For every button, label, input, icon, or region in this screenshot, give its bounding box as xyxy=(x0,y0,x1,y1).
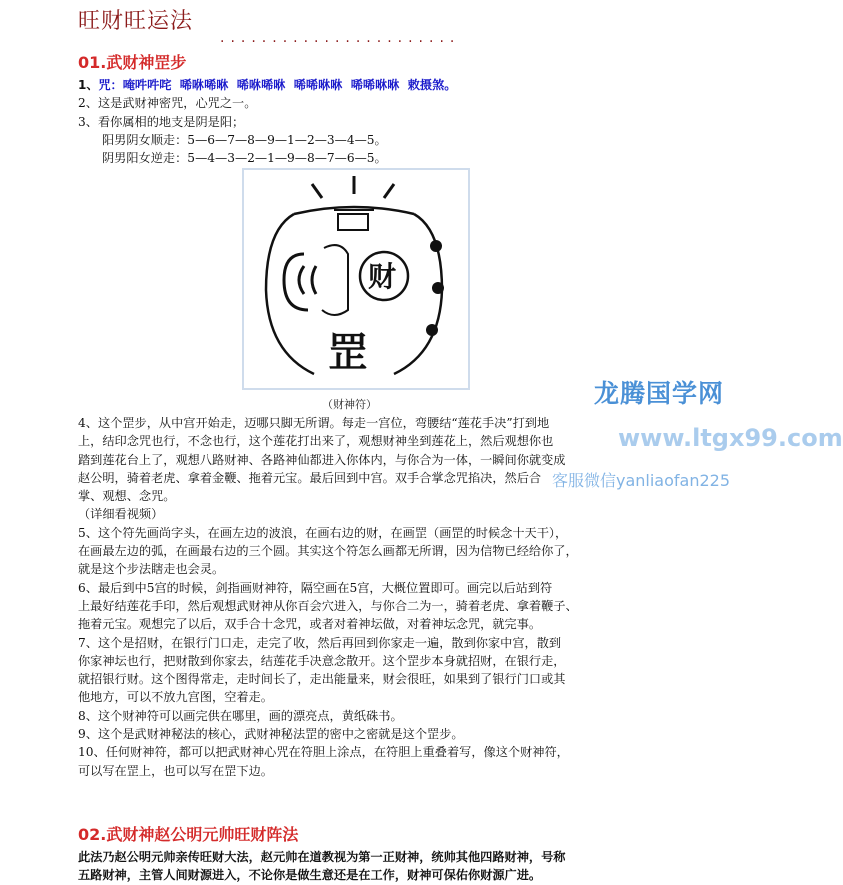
talisman-center-char: 财 xyxy=(368,260,397,293)
page-title: 旺财旺运法 xyxy=(78,9,194,34)
list-item-3a: 阳男阴女顺走：5—6—7—8—9—1—2—3—4—5。 xyxy=(102,132,387,147)
list-item-10-line-2: 可以写在罡上，也可以写在罡下边。 xyxy=(78,763,273,778)
list-item-3: 3、看你属相的地支是阴是阳； xyxy=(78,114,245,129)
mantra-text: 唵吽吽咤 唏咻唏咻 唏咻唏咻 唏唏咻咻 唏唏咻咻 敕摄煞。 xyxy=(122,78,457,92)
list-item-5-line-1: 5、这个符先画尚字头，在画左边的波浪，在画右边的财，在画罡（画罡的时候念十天干）， xyxy=(78,525,568,540)
list-item-4-line-5: 掌、观想、念咒。 xyxy=(78,489,176,504)
list-item-4-line-2: 上，结印念咒也行，不念也行，这个莲花打出来了，观想财神坐到莲花上，然后观想你也 xyxy=(78,434,554,449)
list-item-6-line-2: 上最好结莲花手印，然后观想武财神从你百会穴进入，与你合二为一，骑着老虎、拿着鞭子、 xyxy=(78,598,578,613)
list-item-4-note: （详细看视频） xyxy=(78,507,164,522)
list-item-7-line-3: 就招银行财。这个图得常走，走时间长了，走出能量来，财会很旺，如果到了银行门口或其 xyxy=(78,672,566,687)
list-item-8: 8、这个财神符可以画完供在哪里，画的漂亮点，黄纸硃书。 xyxy=(78,708,403,723)
list-item-6-line-1: 6、最后到中5宫的时候，剑指画财神符，隔空画在5宫，大概位置即可。画完以后站到符 xyxy=(78,580,553,595)
list-item-10-line-1: 10、任何财神符，都可以把武财神心咒在符胆上涂点，在符胆上重叠着写，像这个财神符， xyxy=(78,745,569,760)
section-1-list-top xyxy=(78,76,778,167)
list-item-7-line-4: 他地方，可以不放九宫图，空着走。 xyxy=(78,690,273,705)
list-item-7-line-2: 你家神坛也行，把财散到你家去，结莲花手决意念散开。这个罡步本身就招财，在银行走， xyxy=(78,653,566,668)
list-item-1: 1、咒：唵吽吽咤 唏咻唏咻 唏咻唏咻 唏唏咻咻 唏唏咻咻 敕摄煞。 xyxy=(78,78,457,92)
section-2-intro-line-1: 此法乃赵公明元帅亲传旺财大法，赵元帅在道教视为第一正财神，统帅其他四路财神，号称 xyxy=(78,850,566,864)
list-item-5-line-3: 就是这个步法瞎走也会灵。 xyxy=(78,562,225,577)
section-2-heading: 02.武财神赵公明元帅旺财阵法 xyxy=(78,825,299,844)
list-item-9: 9、这个是武财神秘法的核心，武财神秘法罡的密中之密就是这个罡步。 xyxy=(78,727,464,742)
watermark-wechat: 客服微信yanliaofan225 xyxy=(552,471,731,490)
list-item-3b: 阴男阳女逆走：5—4—3—2—1—9—8—7—6—5。 xyxy=(102,151,387,166)
list-item-6-line-3: 拖着元宝。观想完了以后，双手合十念咒，或者对着神坛做，对着神坛念咒，就完事。 xyxy=(78,617,542,632)
mantra-label: 咒： xyxy=(98,78,123,92)
list-item-7-line-1: 7、这个是招财，在银行门口走，走完了收，然后再回到你家走一遍，散到你家中宫，散到 xyxy=(78,635,562,650)
title-dotted-rule: ....................... xyxy=(220,30,461,46)
list-item-2: 2、这是武财神密咒，心咒之一。 xyxy=(78,96,257,111)
list-item-4-line-4: 赵公明，骑着老虎、拿着金鞭、拖着元宝。最后回到中宫。双手合掌念咒掐决，然后合 xyxy=(78,470,542,485)
figure-caption: （财神符） xyxy=(322,398,377,411)
section-1-heading: 01.武财神罡步 xyxy=(78,53,187,72)
talisman-figure xyxy=(242,168,470,390)
talisman-bottom-char: 罡 xyxy=(328,329,368,376)
section-2-intro xyxy=(78,848,778,885)
list-item-4-line-1: 4、这个罡步，从中宫开始走，迈哪只脚无所谓。每走一宫位，弯腰结“莲花手决”打到地 xyxy=(78,416,550,430)
talisman-drawing xyxy=(244,170,464,384)
list-item-5-line-2: 在画最左边的弧，在画最右边的三个圆。其实这个符怎么画都无所谓，因为信物已经给你了， xyxy=(78,544,578,559)
watermark-url: www.ltgx99.com xyxy=(618,424,843,452)
list-item-4-line-3: 踏到莲花台上了，观想八路财神、各路神仙都进入你体内，与你合为一体，一瞬间你就变成 xyxy=(78,452,566,467)
watermark-brand: 龙腾国学网 xyxy=(594,379,725,408)
section-2-intro-line-2: 五路财神，主管人间财源进入，不论你是做生意还是在工作，财神可保佑你财源广进。 xyxy=(78,868,542,883)
